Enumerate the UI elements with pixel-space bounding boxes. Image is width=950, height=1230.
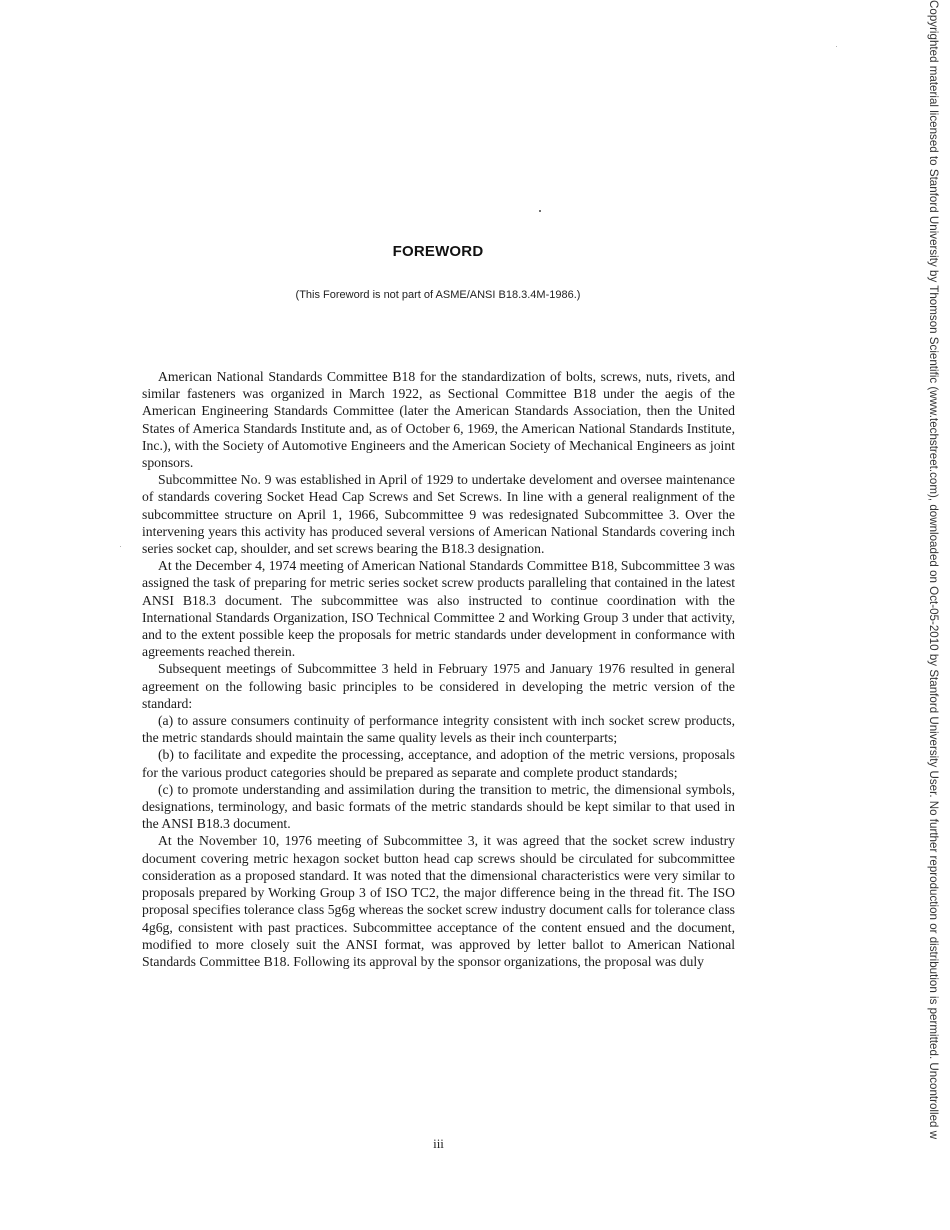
scan-speck bbox=[120, 546, 121, 547]
page-title: FOREWORD bbox=[392, 243, 484, 260]
paragraph: Subcommittee No. 9 was established in April of 1929 to undertake develoment and oversee maintenance of standards covering Socket Head Cap Screws and Set Screws. In line with a general realignment of the subcommittee structure on April 1, 1966, Subcommittee 9 was redesignated Subcommittee 3. Over the intervening years this activity has produced several versions of American National Standards covering inch series socket cap, shoulder, and set screws bearing the B18.3 designation. bbox=[142, 472, 735, 557]
paragraph: (c) to promote understanding and assimilation during the transition to metric, the dimensional symbols, designations, terminology, and basic formats of the metric standards should be kept similar to that used in the ANSI B18.3 document. bbox=[142, 781, 735, 832]
copyright-notice: Copyrighted material licensed to Stanford University by Thomson Scientific (www.techstreet.com), downloaded on Oct-05-2010 by Stanford University User. No further reproduction or distribution is permitted. Uncontrolled w bbox=[927, 0, 940, 1140]
foreword-body bbox=[142, 368, 735, 970]
paragraph: Subsequent meetings of Subcommittee 3 held in February 1975 and January 1976 resulted in general agreement on the following basic principles to be considered in developing the metric version of the standard: bbox=[142, 661, 735, 711]
scan-speck bbox=[836, 46, 837, 47]
paragraph: American National Standards Committee B18 for the standardization of bolts, screws, nuts, rivets, and similar fasteners was organized in March 1922, as Sectional Committee B18 under the aegis of the American Engineering Standards Committee (later the American Standards Association, then the United States of America Standards Institute and, as of October 6, 1969, the American National Standards Institute, Inc.), with the Society of Automotive Engineers and the American Society of Mechanical Engineers as joint sponsors. bbox=[142, 369, 735, 471]
paragraph: (a) to assure consumers continuity of performance integrity consistent with inch socket screw products, the metric standards should maintain the same quality levels as their inch counterparts; bbox=[142, 713, 735, 746]
paragraph: (b) to facilitate and expedite the processing, acceptance, and adoption of the metric versions, proposals for the various product categories should be prepared as separate and complete product standards; bbox=[142, 747, 735, 780]
paragraph: At the December 4, 1974 meeting of American National Standards Committee B18, Subcommittee 3 was assigned the task of preparing for metric series socket screw products paralleling that contained in the latest ANSI B18.3 document. The subcommittee was also instructed to continue coordination with the International Standards Organization, ISO Technical Committee 2 and Working Group 3 under that activity, and to the extent possible keep the proposals for metric standards under development in conformance with agreements reached therein. bbox=[142, 558, 735, 660]
paragraph: At the November 10, 1976 meeting of Subcommittee 3, it was agreed that the socket screw industry document covering metric hexagon socket button head cap screws should be circulated for subcommittee consideration as a proposed standard. It was noted that the dimensional characteristics were very similar to proposals prepared by Working Group 3 of ISO TC2, the major difference being in the thread fit. The ISO proposal specifies tolerance class 5g6g whereas the socket screw industry document calls for tolerance class 4g6g, consistent with past practices. Subcommittee acceptance of the content ensued and the document, modified to more closely suit the ANSI format, was approved by letter ballot to American National Standards Committee B18. Following its approval by the sponsor organizations, the proposal was duly bbox=[142, 833, 735, 969]
scan-speck bbox=[539, 210, 541, 212]
page-subtitle: (This Foreword is not part of ASME/ANSI B18.3.4M-1986.) bbox=[295, 289, 581, 301]
page-number: iii bbox=[433, 1136, 444, 1151]
